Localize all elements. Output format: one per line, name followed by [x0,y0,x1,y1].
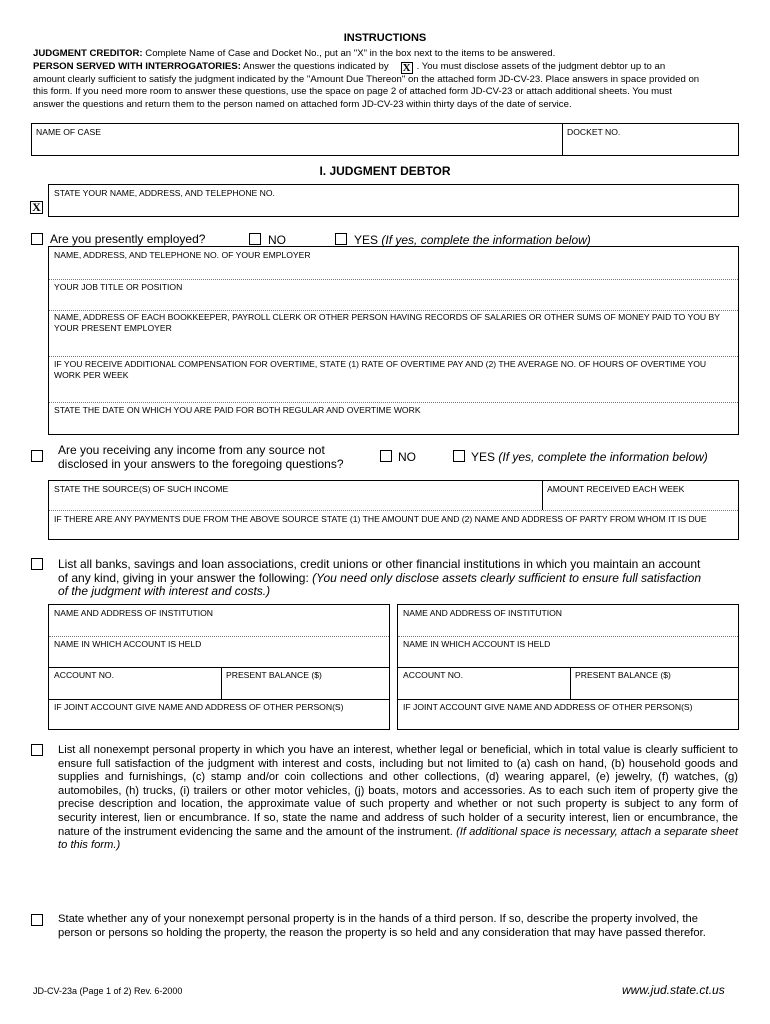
section-title: I. JUDGMENT DEBTOR [319,164,451,178]
instructions-block [33,48,745,111]
institution-field-right[interactable]: NAME AND ADDRESS OF INSTITUTION [403,608,563,618]
account-no-field-left[interactable]: ACCOUNT NO. [54,670,115,680]
joint-account-field-left[interactable]: IF JOINT ACCOUNT GIVE NAME AND ADDRESS OF OTHER PERSON(S) [54,702,344,712]
website-url[interactable]: www.jud.state.ct.us [622,983,725,997]
employment-yes-label: YES [354,233,379,247]
instructions-creditor-line [33,48,745,61]
banks-text [58,558,748,599]
income-yes-label: YES [471,450,496,464]
docket-no-field[interactable] [567,127,620,138]
banks-text-2b: (You need only disclose assets clearly sufficient to ensure full satisfaction [312,570,702,585]
third-party-checkbox[interactable] [31,914,43,926]
income-no-checkbox[interactable] [380,450,392,462]
served-text-2: . You must disclose assets of the judgment debtor up to an [416,60,666,72]
employment-yes-note: (If yes, complete the information below) [381,233,591,247]
income-checkbox[interactable] [31,450,43,462]
account-held-field-right[interactable]: NAME IN WHICH ACCOUNT IS HELD [403,639,551,649]
creditor-label: JUDGMENT CREDITOR: [33,48,143,59]
banks-checkbox[interactable] [31,558,43,570]
account-held-field-left[interactable]: NAME IN WHICH ACCOUNT IS HELD [54,639,202,649]
third-party-line-2: person or persons so holding the property, the reason the property is so held and any consideration that may have passed therefor. [58,926,706,939]
employment-no-checkbox[interactable] [249,233,261,245]
case-name-field[interactable] [36,127,101,138]
income-yes-note: (If yes, complete the information below) [498,450,708,464]
creditor-text: Complete Name of Case and Docket No., put an "X" in the box next to the items to be answered. [142,48,556,59]
employment-table [48,246,739,435]
served-text-3: amount clearly sufficient to satisfy the judgment indicated by the "Amount Due Thereon" on the attached form JD-CV-23. Place answers in space provided on [33,73,700,85]
employment-yes-line [354,233,591,247]
employer-field[interactable]: NAME, ADDRESS, AND TELEPHONE NO. OF YOUR EMPLOYER [54,250,311,260]
employment-no-label: NO [268,233,286,247]
income-amount-field[interactable]: AMOUNT RECEIVED EACH WEEK [547,484,685,494]
account-no-field-right[interactable]: ACCOUNT NO. [403,670,464,680]
balance-field-right[interactable]: PRESENT BALANCE ($) [575,670,671,680]
debtor-label: STATE YOUR NAME, ADDRESS, AND TELEPHONE NO. [54,188,275,198]
property-note: (If additional space is necessary, attach a separate sheet to this form.) [58,825,738,852]
bank-table-right [397,604,739,730]
pay-date-field[interactable]: STATE THE DATE ON WHICH YOU ARE PAID FOR BOTH REGULAR AND OVERTIME WORK [54,405,421,415]
employment-yes-checkbox[interactable] [335,233,347,245]
income-table [48,480,739,540]
overtime-field[interactable]: IF YOU RECEIVE ADDITIONAL COMPENSATION FOR OVERTIME, STATE (1) RATE OF OVERTIME PAY AND (2) THE AVERAGE NO. OF HOURS OF OVERTIME YOU WORK PER WEEK [54,359,707,380]
bank-table-left [48,604,390,730]
balance-field-left[interactable]: PRESENT BALANCE ($) [226,670,322,680]
income-question-line-1: Are you receiving any income from any source not [58,443,325,457]
income-question [58,444,344,471]
instructions-title: INSTRUCTIONS [343,32,427,44]
income-yes-line [471,450,708,464]
instructions-served-line [33,61,745,74]
served-text-4: this form. If you need more room to answer these questions, use the space on page 2 of attached form JD-CV-23 or attach additional sheets. You must [33,86,672,97]
property-text [58,744,738,853]
job-title-field[interactable]: YOUR JOB TITLE OR POSITION [54,282,183,292]
income-source-field[interactable]: STATE THE SOURCE(S) OF SUCH INCOME [54,484,229,494]
property-checkbox[interactable] [31,744,43,756]
income-yes-checkbox[interactable] [453,450,465,462]
employment-checkbox[interactable] [31,233,43,245]
banks-text-line-1: List all banks, savings and loan associations, credit unions or other financial institutions in which you maintain an account [58,557,701,571]
banks-text-line-3: of the judgment with interest and costs.) [58,584,271,598]
case-name-label: NAME OF CASE [36,127,101,137]
institution-field-left[interactable]: NAME AND ADDRESS OF INSTITUTION [54,608,214,618]
served-text-1: Answer the questions indicated by [240,60,389,72]
served-x-icon: X [401,62,413,74]
docket-label: DOCKET NO. [567,127,621,137]
form-id: JD-CV-23a (Page 1 of 2) Rev. 6-2000 [33,986,183,996]
property-text-body: List all nonexempt personal property in which you have an interest, whether legal or beneficial, which in total value is clearly sufficient to ensure full satisfaction of the judgment with interest and costs, including but not limited to (a) cash on hand, (b) household goods and supplies and furnishings, (c) stamp and/or coin collections and other collections, (d) wearing apparel, (e) jewelry, (f) watches, (g) automobiles, (h) trucks, (i) trailers or other motor vehicles, (j) boats, motors and accessories. As to each such item of property give the precise description and location, the approximate value of such property and whether or not such property is subject to any form of security interest, lien or encumbrance. If so, state the name and address of such holder of a security interest, lien or encumbrance, the nature of the instrument evidencing the same and the amount of the instrument. [58,744,738,838]
bookkeeper-field[interactable]: NAME, ADDRESS OF EACH BOOKKEEPER, PAYROLL CLERK OR OTHER PERSON HAVING RECORDS OF SALARIES OR OTHER SUMS OF MONEY PAID TO YOU BY YOUR PRESENT EMPLOYER [54,312,720,333]
debtor-info-field[interactable] [48,184,739,217]
banks-text-2a: of any kind, giving in your answer the following: [58,570,313,585]
served-label: PERSON SERVED WITH INTERROGATORIES: [33,60,241,72]
income-question-line-2: disclosed in your answers to the foregoing questions? [58,456,344,471]
banks-text-line-2 [58,572,748,586]
debtor-checkbox[interactable]: X [30,201,43,214]
joint-account-field-right[interactable]: IF JOINT ACCOUNT GIVE NAME AND ADDRESS OF OTHER PERSON(S) [403,702,693,712]
case-box [31,123,739,156]
employment-question: Are you presently employed? [50,232,206,246]
income-no-label: NO [398,450,416,464]
third-party-text [58,913,706,940]
served-text-5: answer the questions and return them to the person named on attached form JD-CV-23 within thirty days of the date of service. [33,98,572,110]
third-party-line-1: State whether any of your nonexempt personal property is in the hands of a third person. If so, describe the property involved, the [58,913,698,925]
income-payments-field[interactable]: IF THERE ARE ANY PAYMENTS DUE FROM THE ABOVE SOURCE STATE (1) THE AMOUNT DUE AND (2) NAME AND ADDRESS OF PARTY FROM WHOM IT IS DUE [54,514,707,524]
